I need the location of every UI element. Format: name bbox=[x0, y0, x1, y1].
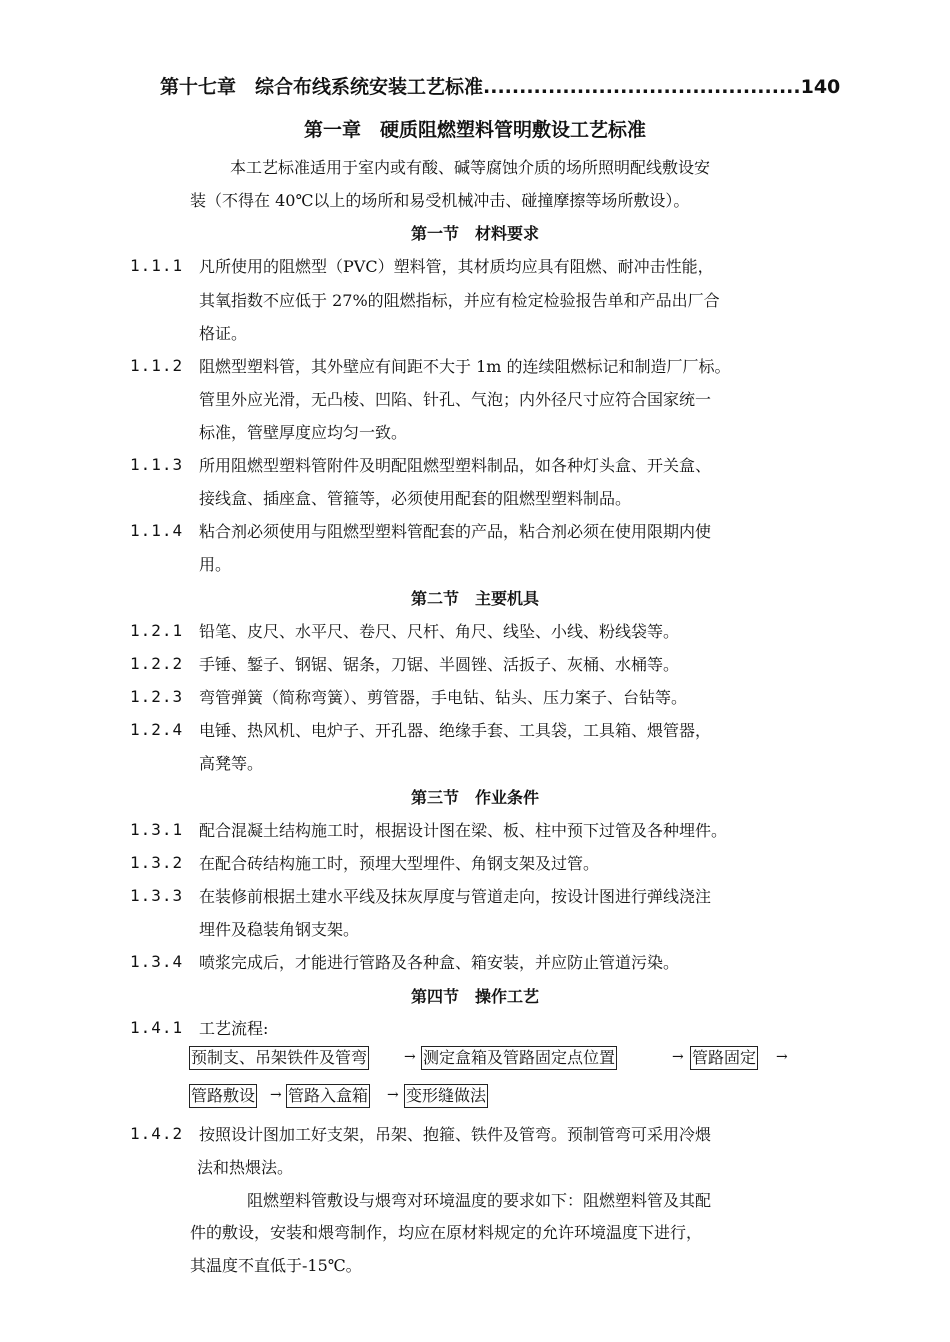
flow-step-into-box: 管路入盒箱 bbox=[286, 1084, 370, 1108]
item-number: 1.3.3 bbox=[130, 886, 184, 905]
toc-entry bbox=[160, 72, 840, 99]
item-text: 接线盒、插座盒、管箍等，必须使用配套的阻燃型塑料制品。 bbox=[199, 489, 632, 508]
item-text: 铅笔、皮尺、水平尺、卷尺、尺杆、角尺、线坠、小线、粉线袋等。 bbox=[199, 622, 680, 641]
flow-step-lay: 管路敷设 bbox=[189, 1084, 257, 1108]
item-text: 高凳等。 bbox=[199, 754, 264, 773]
flow-arrow: → bbox=[672, 1049, 684, 1065]
section-heading-conditions: 第三节 作业条件 bbox=[410, 788, 539, 807]
closing-line-1: 阻燃塑料管敷设与煨弯对环境温度的要求如下：阻燃塑料管及其配 bbox=[247, 1191, 712, 1210]
item-text: 在装修前根据土建水平线及抹灰厚度与管道走向，按设计图进行弹线浇注 bbox=[199, 887, 712, 906]
item-text: 所用阻燃型塑料管附件及明配阻燃型塑料制品，如各种灯头盒、开关盒、 bbox=[199, 456, 712, 475]
item-number: 1.4.1 bbox=[130, 1018, 184, 1037]
item-text: 手锤、錾子、钢锯、锯条，刀锯、半圆锉、活扳子、灰桶、水桶等。 bbox=[199, 655, 680, 674]
item-text: 电锤、热风机、电炉子、开孔器、绝缘手套、工具袋，工具箱、煨管器， bbox=[199, 721, 712, 740]
closing-line-2: 件的敷设，安装和煨弯制作，均应在原材料规定的允许环境温度下进行， bbox=[190, 1223, 703, 1242]
item-text: 喷浆完成后，才能进行管路及各种盒、箱安装，并应防止管道污染。 bbox=[199, 953, 680, 972]
flow-step-fix: 管路固定 bbox=[690, 1046, 758, 1070]
item-number: 1.1.3 bbox=[130, 455, 184, 474]
flow-step-prefabricate: 预制支、吊架铁件及管弯 bbox=[189, 1046, 369, 1070]
flow-step-measure: 测定盒箱及管路固定点位置 bbox=[421, 1046, 617, 1070]
item-text: 用。 bbox=[199, 555, 232, 574]
flow-arrow: → bbox=[776, 1049, 788, 1065]
item-text: 配合混凝土结构施工时，根据设计图在梁、板、柱中预下过管及各种埋件。 bbox=[199, 821, 728, 840]
item-text: 法和热煨法。 bbox=[197, 1158, 294, 1177]
toc-leader-dots: ............................................ bbox=[483, 76, 801, 98]
item-text: 标准，管壁厚度应均匀一致。 bbox=[199, 423, 408, 442]
item-text: 工艺流程: bbox=[199, 1019, 269, 1038]
item-text: 阻燃型塑料管，其外壁应有间距不大于 1m 的连续阻燃标记和制造厂厂标。 bbox=[199, 357, 731, 376]
item-text: 按照设计图加工好支架，吊架、抱箍、铁件及管弯。预制管弯可采用冷煨 bbox=[199, 1125, 712, 1144]
item-number: 1.2.2 bbox=[130, 654, 184, 673]
item-text: 其氧指数不应低于 27%的阻燃指标，并应有检定检验报告单和产品出厂合 bbox=[199, 291, 720, 310]
flow-step-joint: 变形缝做法 bbox=[404, 1084, 488, 1108]
toc-page-number: 140 bbox=[800, 76, 841, 98]
item-number: 1.1.2 bbox=[130, 356, 184, 375]
item-text: 埋件及稳装角钢支架。 bbox=[199, 920, 360, 939]
item-text: 在配合砖结构施工时，预埋大型埋件、角钢支架及过管。 bbox=[199, 854, 600, 873]
section-heading-materials: 第一节 材料要求 bbox=[410, 224, 539, 243]
item-number: 1.4.2 bbox=[130, 1124, 184, 1143]
item-text: 格证。 bbox=[199, 324, 248, 343]
chapter-title: 第一章 硬质阻燃塑料管明敷设工艺标准 bbox=[303, 119, 646, 141]
section-heading-tools: 第二节 主要机具 bbox=[410, 589, 539, 608]
closing-line-3: 其温度不直低于-15℃。 bbox=[190, 1256, 362, 1275]
item-text: 弯管弹簧（简称弯簧）、剪管器，手电钻、钻头、压力案子、台钻等。 bbox=[199, 688, 688, 707]
item-text: 粘合剂必须使用与阻燃型塑料管配套的产品，粘合剂必须在使用限期内使 bbox=[199, 522, 712, 541]
flow-arrow: → bbox=[270, 1087, 282, 1103]
item-number: 1.1.1 bbox=[130, 256, 184, 275]
item-number: 1.2.1 bbox=[130, 621, 184, 640]
item-number: 1.2.3 bbox=[130, 687, 184, 706]
item-number: 1.3.4 bbox=[130, 952, 184, 971]
flow-arrow: → bbox=[404, 1049, 416, 1065]
flow-arrow: → bbox=[387, 1087, 399, 1103]
item-number: 1.3.1 bbox=[130, 820, 184, 839]
toc-chapter: 第十七章 综合布线系统安装工艺标准 bbox=[160, 76, 484, 98]
item-text: 凡所使用的阻燃型（PVC）塑料管，其材质均应具有阻燃、耐冲击性能， bbox=[199, 257, 714, 276]
item-number: 1.2.4 bbox=[130, 720, 184, 739]
intro-line-2: 装（不得在 40℃以上的场所和易受机械冲击、碰撞摩擦等场所敷设）。 bbox=[190, 191, 690, 210]
item-number: 1.1.4 bbox=[130, 521, 184, 540]
item-text: 管里外应光滑，无凸棱、凹陷、针孔、气泡；内外径尺寸应符合国家统一 bbox=[199, 390, 712, 409]
intro-line-1: 本工艺标准适用于室内或有酸、碱等腐蚀介质的场所照明配线敷设安 bbox=[230, 158, 711, 177]
item-number: 1.3.2 bbox=[130, 853, 184, 872]
section-heading-operation: 第四节 操作工艺 bbox=[410, 987, 539, 1006]
